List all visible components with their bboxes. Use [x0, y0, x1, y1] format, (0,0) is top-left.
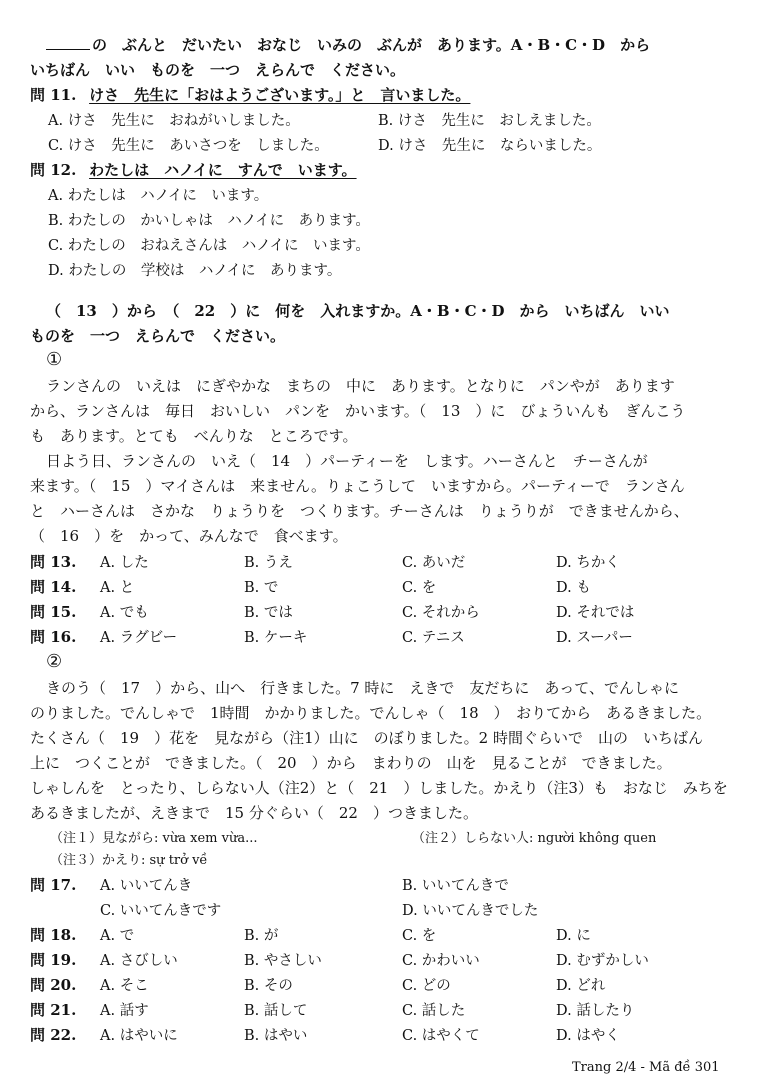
q11-option-b[interactable]: B. けさ 先生に おしえました。 [378, 113, 601, 129]
q13-label: 問 13. [30, 553, 77, 571]
q11-option-a[interactable]: A. けさ 先生に おねがいしました。 [48, 113, 300, 129]
q22-option-a[interactable]: A. はやいに [100, 1028, 178, 1044]
q11-option-c[interactable]: C. けさ 先生に あいさつを しました。 [48, 138, 329, 154]
q20-option-a[interactable]: A. そこ [100, 978, 149, 994]
q17-option-d[interactable]: D. いいてんきでした [402, 903, 539, 919]
q18-label: 問 18. [30, 926, 77, 944]
q22-option-b[interactable]: B. はやい [244, 1028, 308, 1044]
answer-blank [46, 37, 90, 50]
q20-option-d[interactable]: D. どれ [556, 978, 606, 994]
section2-instruction-line2: ものを 一つ えらんで ください。 [30, 327, 286, 345]
q21-option-a[interactable]: A. 話す [100, 1003, 149, 1019]
q11-option-d[interactable]: D. けさ 先生に ならいました。 [378, 138, 602, 154]
section1-instruction-line1: の ぶんと だいたい おなじ いみの ぶんが あります。A・B・C・D から [46, 34, 650, 55]
q16-option-d[interactable]: D. スーパー [556, 630, 633, 646]
q16-option-b[interactable]: B. ケーキ [244, 630, 308, 646]
q11-label: 問 11. [30, 86, 77, 104]
q12-option-c[interactable]: C. わたしの おねえさんは ハノイに います。 [48, 238, 370, 254]
q20-option-b[interactable]: B. その [244, 978, 293, 994]
q12-option-d[interactable]: D. わたしの 学校は ハノイに あります。 [48, 263, 342, 279]
q21-option-d[interactable]: D. 話したり [556, 1003, 635, 1019]
q15-option-b[interactable]: B. では [244, 605, 293, 621]
passage1-line-3: も あります。とても べんりな ところです。 [30, 427, 358, 445]
q16-label: 問 16. [30, 628, 77, 646]
q14-option-b[interactable]: B. で [244, 580, 279, 596]
q18-option-b[interactable]: B. が [244, 928, 279, 944]
q13-option-d[interactable]: D. ちかく [556, 555, 620, 571]
passage2-line-6: あるきましたが、えきまで 15 分ぐらい（ 22 ）つきました。 [30, 804, 478, 822]
page-footer: Trang 2/4 - Mã đề 301 [572, 1060, 720, 1075]
passage2-line-2: のりました。でんしゃで 1時間 かかりました。でんしゃ（ 18 ） おりてから あるきました。 [30, 704, 712, 722]
passage1-marker: ① [46, 349, 63, 370]
q21-option-c[interactable]: C. 話した [402, 1003, 466, 1019]
q20-option-c[interactable]: C. どの [402, 978, 451, 994]
q17-option-a[interactable]: A. いいてんき [100, 878, 193, 894]
q17-option-c[interactable]: C. いいてんきです [100, 903, 222, 919]
q19-label: 問 19. [30, 951, 77, 969]
q11-stem-row [30, 84, 470, 105]
q12-label: 問 12. [30, 161, 77, 179]
q21-option-b[interactable]: B. 話して [244, 1003, 308, 1019]
section1-instruction-line2: いちばん いい ものを 一つ えらんで ください。 [30, 61, 406, 79]
q14-option-a[interactable]: A. と [100, 580, 135, 596]
q22-option-d[interactable]: D. はやく [556, 1028, 620, 1044]
q18-option-d[interactable]: D. に [556, 928, 591, 944]
q18-option-a[interactable]: A. で [100, 928, 135, 944]
q11-stem: けさ 先生に「おはようございます。」と 言いました。 [89, 86, 471, 104]
q13-option-b[interactable]: B. うえ [244, 555, 293, 571]
q15-option-c[interactable]: C. それから [402, 605, 480, 621]
q16-option-c[interactable]: C. テニス [402, 630, 465, 646]
q19-option-b[interactable]: B. やさしい [244, 953, 322, 969]
note-1: （注１）見ながら: vừa xem vừa... [50, 831, 258, 846]
passage1-line-5: 来ます。（ 15 ）マイさんは 来ません。りょこうして いますから。パーティーで ランさん [30, 477, 685, 495]
q18-option-c[interactable]: C. を [402, 928, 437, 944]
passage1-line-6: と ハーさんは さかな りょうりを つくります。チーさんは りょうりが できませんから、 [30, 502, 689, 520]
q22-option-c[interactable]: C. はやくて [402, 1028, 480, 1044]
q16-option-a[interactable]: A. ラグビー [100, 630, 178, 646]
passage2-line-1: きのう（ 17 ）から、山へ 行きました。7 時に えきで 友だちに あって、でんしゃに [46, 679, 679, 697]
q14-option-c[interactable]: C. を [402, 580, 437, 596]
passage2-line-4: 上に つくことが できました。（ 20 ）から まわりの 山を 見ることが できました。 [30, 754, 672, 772]
q13-option-a[interactable]: A. した [100, 555, 149, 571]
q12-option-b[interactable]: B. わたしの かいしゃは ハノイに あります。 [48, 213, 370, 229]
q12-stem: わたしは ハノイに すんで います。 [89, 161, 357, 179]
q12-stem-row [30, 159, 357, 180]
q14-option-d[interactable]: D. も [556, 580, 591, 596]
q15-label: 問 15. [30, 603, 77, 621]
q21-label: 問 21. [30, 1001, 77, 1019]
passage1-line-1: ランさんの いえは にぎやかな まちの 中に あります。となりに パンやが あります [46, 377, 675, 395]
q22-label: 問 22. [30, 1026, 77, 1044]
q17-option-b[interactable]: B. いいてんきで [402, 878, 509, 894]
q19-option-a[interactable]: A. さびしい [100, 953, 178, 969]
passage2-marker: ② [46, 651, 63, 672]
q14-label: 問 14. [30, 578, 77, 596]
q12-option-a[interactable]: A. わたしは ハノイに います。 [48, 188, 269, 204]
q13-option-c[interactable]: C. あいだ [402, 555, 466, 571]
note-2: （注２）しらない人: người không quen [412, 831, 657, 846]
section2-instruction-line1: （ 13 ）から （ 22 ）に 何を 入れますか。A・B・C・D から いちばん いい [46, 302, 670, 320]
passage2-line-5: しゃしんを とったり、しらない人（注2）と（ 21 ）しました。かえり（注3）も おなじ みちを [30, 779, 728, 797]
note-3: （注３）かえり: sự trở về [50, 853, 208, 868]
q15-option-d[interactable]: D. それでは [556, 605, 635, 621]
q17-label: 問 17. [30, 876, 77, 894]
passage1-line-2: から、ランさんは 毎日 おいしい パンを かいます。（ 13 ）に びょういんも ぎんこう [30, 402, 686, 420]
q19-option-d[interactable]: D. むずかしい [556, 953, 649, 969]
passage1-line-7: （ 16 ）を かって、みんなで 食べます。 [30, 527, 348, 545]
q19-option-c[interactable]: C. かわいい [402, 953, 480, 969]
passage2-line-3: たくさん（ 19 ）花を 見ながら（注1）山に のぼりました。2 時間ぐらいで 山の いちばん [30, 729, 703, 747]
q15-option-a[interactable]: A. でも [100, 605, 149, 621]
passage1-line-4: 日よう日、ランさんの いえ（ 14 ）パーティーを します。ハーさんと チーさんが [46, 452, 648, 470]
q20-label: 問 20. [30, 976, 77, 994]
